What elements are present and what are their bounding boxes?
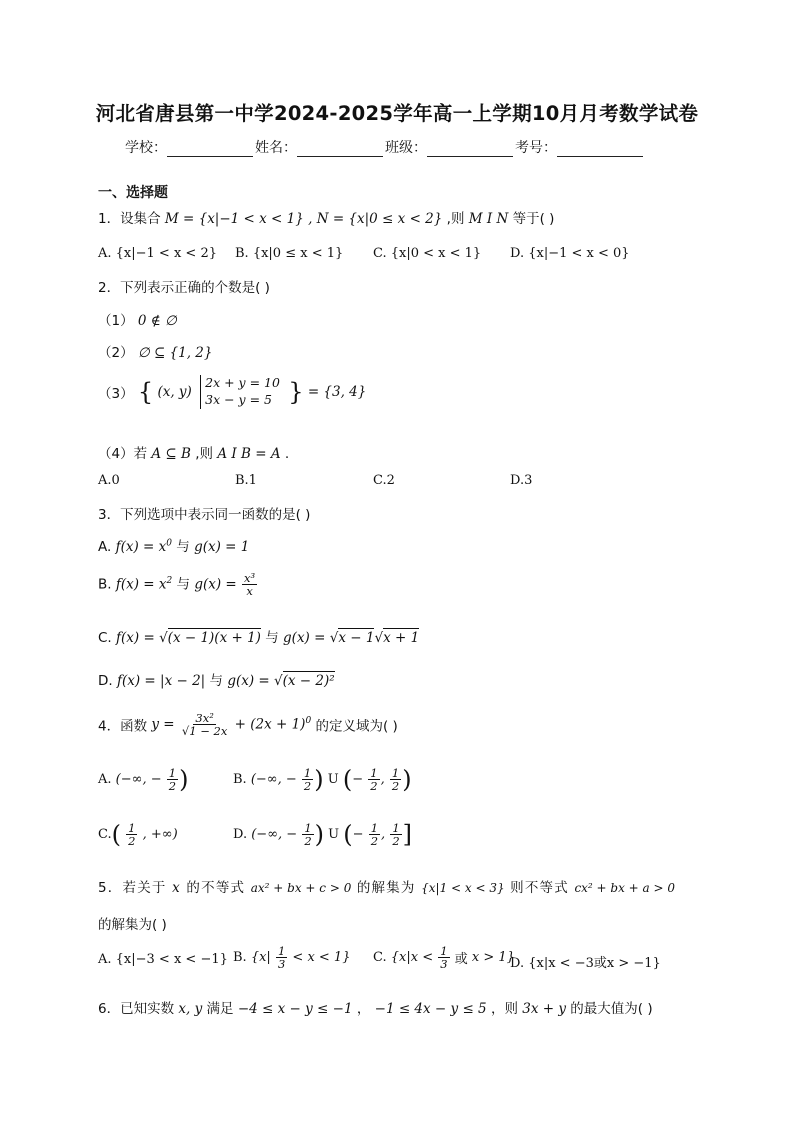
q2-statement-3 — [98, 375, 366, 409]
q4-a-left: (−∞, − — [115, 772, 162, 788]
q2-s2-label: （2） — [98, 345, 134, 361]
class-label: 班级： — [385, 140, 427, 156]
q3-a-label: A. — [98, 539, 112, 555]
q4-b-close-1: ) — [314, 765, 324, 794]
q4-option-a[interactable] — [98, 767, 188, 792]
q2-option-b[interactable]: B.1 — [235, 473, 257, 488]
q3-c-g-radicand-1: x − 1 — [338, 630, 375, 646]
q5-option-d[interactable]: D. {x|x < −3或x > −1} — [510, 956, 661, 971]
q3-a-f: f(x) = x — [115, 539, 167, 555]
q6-vars: x, y — [178, 1001, 203, 1017]
q2-s3-label: （3） — [98, 385, 134, 402]
name-blank[interactable] — [297, 142, 383, 157]
union-icon: U — [327, 772, 339, 788]
q2-s3-rhs: = {3, 4} — [307, 383, 367, 400]
q2-s1-expr: 0 ∉ ∅ — [137, 313, 177, 329]
q3-d-g: g(x) = — [227, 673, 270, 689]
q3-d-g-radicand: (x − 2)² — [282, 673, 335, 689]
q4-d-num-2: 1 — [370, 821, 379, 835]
q4-b-den-1: 2 — [303, 779, 312, 794]
q1-stem-end: 等于( ) — [512, 211, 555, 227]
q5-stem-then: 则不等式 — [510, 880, 569, 896]
q5-c-den: 3 — [440, 957, 448, 972]
q4-d-label: D. — [233, 827, 248, 843]
q4-c-open: ( — [111, 820, 121, 849]
q5-c-or: 或 — [454, 952, 468, 968]
q2-s1-label: （1） — [98, 313, 134, 329]
q4-d-left: (−∞, − — [251, 827, 298, 843]
q2-s4-end: . — [284, 446, 290, 462]
q1-stem-then: ,则 — [446, 211, 465, 227]
q5-b-frac — [276, 945, 287, 970]
q6-separator: ， — [356, 1001, 371, 1017]
q4-d-num-3: 1 — [392, 821, 400, 835]
q3-c-with: 与 — [265, 630, 279, 646]
q2-s4-then: ,则 — [195, 446, 214, 462]
q5-b-set-right: < x < 1} — [292, 950, 351, 966]
section-heading: 一、选择题 — [98, 185, 168, 201]
q3-c-f-radicand: (x − 1)(x + 1) — [167, 630, 261, 646]
q1-option-c[interactable]: C. {x|0 < x < 1} — [373, 246, 482, 261]
q4-option-c[interactable] — [98, 822, 178, 847]
q4-b-frac-3 — [390, 767, 401, 792]
q2-s3-brace-close: } — [288, 377, 304, 406]
q5-b-num: 1 — [277, 944, 286, 958]
q3-d-f: f(x) = |x − 2| — [116, 673, 206, 689]
q6-constraint-2: −1 ≤ 4x − y ≤ 5 — [374, 1001, 487, 1017]
q4-d-frac-1 — [302, 822, 313, 847]
q4-c-den: 2 — [128, 834, 136, 849]
q6-stem-satisfy: 满足 — [206, 1001, 234, 1017]
question-1-stem — [98, 207, 554, 227]
q3-b-f-exp: 2 — [166, 576, 173, 587]
q5-b-den: 3 — [277, 957, 286, 972]
q2-s4-concl: A I B = A — [217, 446, 281, 462]
q2-s3-brace-open: { — [137, 377, 154, 406]
q4-a-frac — [167, 767, 178, 792]
union-icon: U — [328, 827, 340, 843]
school-label: 学校： — [125, 140, 167, 156]
page-title: 河北省唐县第一中学2024-2025学年高一上学期10月月考数学试卷 — [95, 102, 699, 125]
q2-statement-4 — [98, 442, 289, 462]
q3-option-c[interactable] — [98, 626, 419, 646]
q4-a-label: A. — [98, 772, 112, 788]
q4-a-close: ) — [179, 765, 189, 794]
q4-b-close-2: ) — [402, 765, 412, 794]
q2-statement-1 — [98, 309, 177, 329]
q2-s4-cond: A ⊆ B — [151, 446, 191, 462]
q4-plus-term: + (2x + 1) — [234, 716, 306, 733]
q4-num: 3x² — [195, 711, 214, 725]
q2-s4-label: （4）若 — [98, 446, 148, 462]
q6-constraint-1: −4 ≤ x − y ≤ −1 — [237, 1001, 353, 1017]
q3-c-f: f(x) = — [116, 630, 155, 646]
q5-c-frac — [438, 945, 449, 970]
q2-s3-system — [200, 375, 280, 409]
q4-d-open-2: ( — [343, 820, 353, 849]
q2-option-a[interactable]: A.0 — [98, 473, 120, 488]
question-5-stem — [98, 876, 675, 896]
q4-c-num: 1 — [128, 821, 136, 835]
question-2-stem: 2．下列表示正确的个数是( ) — [98, 280, 270, 296]
q5-option-b[interactable] — [233, 945, 350, 970]
q4-b-frac-1 — [302, 767, 313, 792]
q4-plus-exp: 0 — [305, 716, 312, 727]
question-4-stem — [98, 712, 398, 737]
q4-c-frac — [126, 822, 137, 847]
q5-c-set-left: {x|x < — [390, 950, 434, 966]
q4-d-frac-3 — [390, 822, 401, 847]
sqrt-icon: √ — [274, 673, 283, 689]
q4-den: √1 − 2x — [181, 724, 228, 739]
q5-c-set-right: x > 1} — [471, 950, 515, 966]
q5-c-num: 1 — [440, 944, 448, 958]
q5-b-label: B. — [233, 950, 247, 966]
q5-solution-set: {x|1 < x < 3} — [421, 881, 505, 895]
sqrt-icon: √ — [374, 630, 384, 646]
q2-s2-expr: ∅ ⊆ {1, 2} — [137, 345, 213, 361]
q6-expr: 3x + y — [522, 1001, 566, 1017]
q4-b-comma: , — [380, 772, 385, 788]
q6-stem-text: 6．已知实数 — [98, 1001, 175, 1017]
q4-b-label: B. — [233, 772, 247, 788]
q5-stem-continued: 的解集为( ) — [98, 917, 167, 933]
q4-d-den-3: 2 — [392, 834, 400, 849]
q4-b-open-2: ( — [342, 765, 353, 794]
q4-d-close-1: ) — [314, 820, 325, 849]
q4-option-d[interactable] — [233, 822, 412, 847]
q3-c-g-radicand-2: x + 1 — [383, 630, 420, 646]
q4-b-left: (−∞, − — [250, 772, 297, 788]
q1-set-m: M = {x|−1 < x < 1} — [164, 211, 304, 227]
number-blank[interactable] — [557, 142, 643, 157]
q5-c-label: C. — [373, 950, 387, 966]
q1-set-n: , N = {x|0 ≤ x < 2} — [308, 211, 443, 227]
q5-stem-text: 5．若关于 — [98, 880, 167, 896]
q4-fraction — [180, 712, 229, 737]
q4-d-close-2: ] — [402, 820, 413, 849]
class-blank[interactable] — [427, 142, 513, 157]
q3-d-label: D. — [98, 673, 113, 689]
sqrt-icon: √ — [329, 630, 339, 646]
q4-b-num-1: 1 — [303, 766, 312, 780]
q4-a-num: 1 — [168, 766, 177, 780]
school-blank[interactable] — [167, 142, 253, 157]
q3-option-d[interactable] — [98, 669, 335, 689]
q5-b-set-left: {x| — [250, 950, 271, 966]
q4-b-den-2: 2 — [370, 779, 378, 794]
q5-stem-ineq: 的不等式 — [186, 880, 246, 896]
q4-y: y = — [151, 716, 175, 733]
q3-a-f-exp: 0 — [166, 538, 172, 549]
number-label: 考号： — [515, 140, 557, 156]
q4-stem-end: 的定义域为( ) — [315, 718, 398, 735]
q3-a-with: 与 — [176, 539, 190, 555]
q3-c-g: g(x) = — [283, 630, 326, 646]
q4-stem-text: 4．函数 — [98, 718, 148, 735]
q2-s3-eq1: 2x + y = 10 — [205, 375, 280, 390]
question-6-stem — [98, 997, 653, 1017]
q4-d-num-1: 1 — [304, 821, 312, 835]
q4-c-label: C. — [98, 827, 112, 843]
q1-option-d[interactable]: D. {x|−1 < x < 0} — [510, 246, 630, 261]
q4-a-den: 2 — [168, 779, 177, 794]
q3-b-g: g(x) = — [194, 576, 237, 593]
name-label: 姓名： — [255, 140, 297, 156]
q1-option-a[interactable]: A. {x|−1 < x < 2} — [98, 246, 217, 261]
q4-b-num-3: 1 — [391, 766, 400, 780]
q3-c-label: C. — [98, 630, 112, 646]
q3-b-num: x³ — [244, 571, 256, 585]
q4-c-end: , +∞) — [142, 827, 178, 843]
q5-x: x — [172, 880, 181, 896]
q2-option-d[interactable]: D.3 — [510, 473, 533, 488]
q3-b-with: 与 — [176, 576, 191, 593]
q3-option-b[interactable] — [98, 572, 258, 597]
q2-s3-pair: (x, y) — [157, 383, 192, 400]
q4-d-den-2: 2 — [370, 834, 379, 849]
q5-option-a[interactable]: A. {x|−3 < x < −1} — [98, 952, 228, 967]
q1-expr: M I N — [468, 211, 509, 227]
q2-statement-2 — [98, 341, 212, 361]
q3-d-with: 与 — [209, 673, 224, 689]
q1-stem-text: 1．设集合 — [98, 211, 161, 227]
q4-d-comma: , — [381, 827, 386, 843]
q6-stem-end: 的最大值为( ) — [570, 1001, 653, 1017]
q3-b-den: x — [246, 584, 253, 599]
q4-b-den-3: 2 — [391, 779, 400, 794]
q3-b-fraction — [242, 572, 257, 597]
q5-option-c[interactable] — [373, 945, 515, 970]
q5-stem-set: 的解集为 — [356, 880, 416, 896]
q2-option-c[interactable]: C.2 — [373, 473, 395, 488]
q1-option-b[interactable]: B. {x|0 ≤ x < 1} — [235, 246, 344, 261]
q3-b-label: B. — [98, 576, 112, 593]
question-3-stem: 3．下列选项中表示同一函数的是( ) — [98, 507, 311, 523]
q6-stem-then: ，则 — [490, 1001, 518, 1017]
q2-s3-eq2: 3x − y = 5 — [205, 391, 272, 407]
q4-b-frac-2 — [368, 767, 379, 792]
q5-ineq-1: ax² + bx + c > 0 — [250, 881, 352, 895]
q4-b-minus: − — [352, 772, 364, 788]
q4-d-frac-2 — [369, 822, 380, 847]
q3-option-a[interactable] — [98, 535, 249, 555]
q4-d-den-1: 2 — [304, 834, 312, 849]
q5-ineq-2: cx² + bx + a > 0 — [574, 881, 676, 895]
q4-d-minus: − — [352, 827, 364, 843]
sqrt-icon: √ — [159, 630, 168, 646]
q3-b-f: f(x) = x — [115, 576, 167, 593]
q4-option-b[interactable] — [233, 767, 412, 792]
q3-a-g: g(x) = 1 — [194, 539, 250, 555]
q4-b-num-2: 1 — [370, 766, 378, 780]
student-info-row — [125, 137, 645, 157]
